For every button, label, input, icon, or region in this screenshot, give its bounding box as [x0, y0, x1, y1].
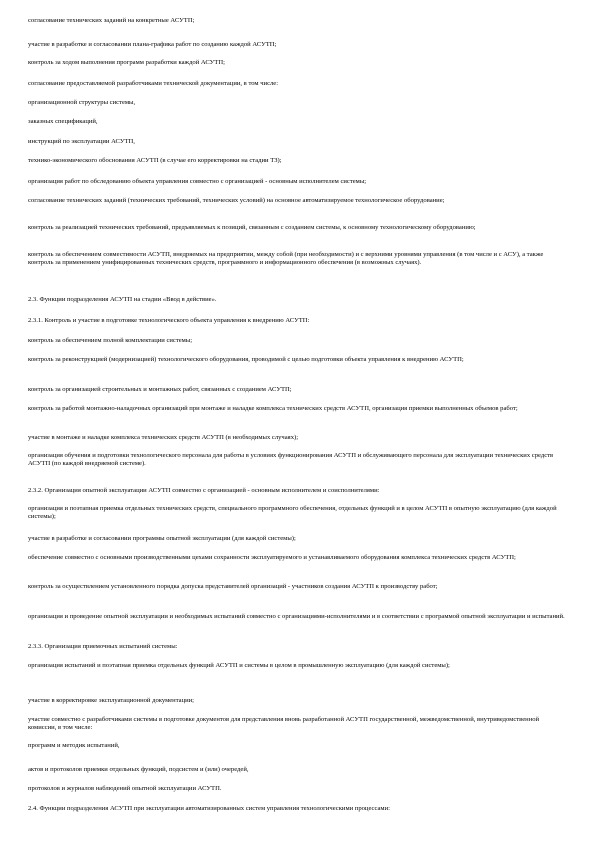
paragraph: контроль за организацией строительных и монтажных работ, связанных с созданием АСУТП;	[28, 386, 292, 393]
paragraph: участие совместно с разработчиками системы в подготовке документов для представления вновь разработанной АСУТП государственной, межведомственной, внутриведомственной комиссии, в том числе:	[28, 716, 540, 732]
paragraph: организационной структуры системы,	[28, 99, 136, 106]
paragraph: участие в разработке и согласовании плана-графика работ по созданию каждой АСУТП;	[28, 41, 277, 48]
paragraph: организация работ по обследованию объекта управления совместно с организацией - основным исполнителем системы;	[28, 178, 367, 185]
paragraph: участие в монтаже и наладке комплекса технических средств АСУТП (в необходимых случаях);	[28, 434, 299, 441]
paragraph: контроль за реализацией технических требований, предъявляемых к позиций, связанным с созданием системы, к основному технологическому оборудованию;	[28, 224, 476, 231]
paragraph: участие в корректировке эксплуатационной документации;	[28, 697, 195, 704]
paragraph: контроль за обеспечением полной комплектации системы;	[28, 337, 193, 344]
paragraph: контроль за работой монтажно-наладочных организаций при монтаже и наладке комплекса технических средств АСУТП, организация приемки выполненных объемов работ;	[28, 405, 518, 412]
paragraph: 2.3. Функции подразделения АСУТП на стадии «Ввод в действие».	[28, 296, 217, 303]
paragraph: обеспечение совместно с основными производственными цехами сохранности эксплуатируемого и устанавливаемого оборудования комплекса технических средств АСУТП;	[28, 554, 516, 561]
paragraph: программ и методик испытаний,	[28, 742, 120, 749]
paragraph: участие в разработке и согласовании программы опытной эксплуатации (для каждой системы);	[28, 535, 296, 542]
paragraph: актов и протоколов приемки отдельных функций, подсистем и (или) очередей,	[28, 766, 249, 773]
paragraph: инструкций по эксплуатации АСУТП,	[28, 138, 135, 145]
paragraph: согласование предоставляемой разработчиками технической документации, в том числе:	[28, 80, 279, 87]
paragraph: контроль за обеспечением совместимости АСУТП, внедряемых на предприятии, между собой (при необходимости) и с верхними уровнями управления (в том числе и с АСУ), а также контроль за применением унифицированных технических средств, программного и информационного обеспечения (в возможных случаях).	[28, 251, 544, 267]
paragraph: согласование технических заданий на конкретные АСУТП;	[28, 17, 195, 24]
paragraph: технико-экономического обоснования АСУТП (в случае его корректировки на стадии ТЗ);	[28, 157, 282, 164]
paragraph: 2.3.1. Контроль и участие в подготовке технологического объекта управления к внедрению АСУТП:	[28, 317, 310, 324]
paragraph: организация обучения и подготовки технологического персонала для работы в условиях функционирования АСУТП и обслуживающего персонала для эксплуатации технических средств АСУТП (по каждой внедряемой системе).	[28, 452, 554, 468]
paragraph: контроль за реконструкцией (модернизацией) технологического оборудования, проводимой с целью подготовки объекта управления к внедрению АСУТП;	[28, 356, 464, 363]
paragraph: 2.4. Функции подразделения АСУТП при эксплуатации автоматизированных систем управления технологическими процессами:	[28, 805, 390, 812]
paragraph: 2.3.2. Организация опытной эксплуатации АСУТП совместно с организацией - основным исполнителем и соисполнителями:	[28, 487, 380, 494]
paragraph: контроль за ходом выполнения программ разработки каждой АСУТП;	[28, 59, 225, 66]
paragraph: контроль за осуществлением установленного порядка допуска представителей организаций - участников создания АСУТП к производству работ;	[28, 583, 438, 590]
paragraph: протоколов и журналов наблюдений опытной эксплуатации АСУТП.	[28, 785, 222, 792]
paragraph: организация и поэтапная приемка отдельных технических средств, специального программного обеспечения, отдельных функций и в целом АСУТП в опытную эксплуатацию (для каждой системы);	[28, 505, 557, 521]
paragraph: согласование технических заданий (технических требований, технических условий) на основное автоматизируемое технологическое оборудование;	[28, 197, 445, 204]
paragraph: организация и проведение опытной эксплуатации и необходимых испытаний совместно с организациями-исполнителями и в соответствии с программой опытной эксплуатации и испытаний.	[28, 613, 565, 620]
paragraph: заказных спецификаций,	[28, 118, 98, 125]
paragraph: организация испытаний и поэтапная приемка отдельных функций АСУТП и системы в целом в промышленную эксплуатацию (для каждой системы);	[28, 662, 450, 669]
paragraph: 2.3.3. Организация приемочных испытаний системы:	[28, 643, 178, 650]
